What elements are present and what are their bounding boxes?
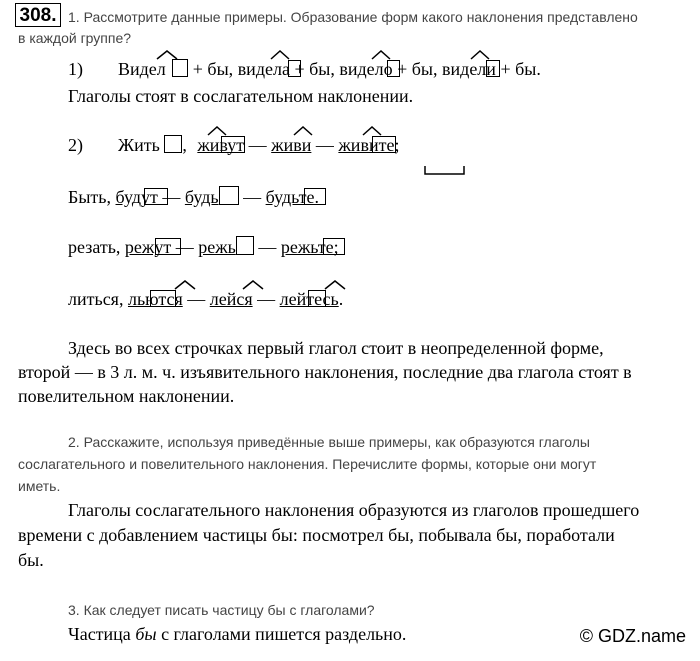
plus-by: + бы, <box>294 59 335 79</box>
word-rezhut: режут <box>125 236 171 258</box>
example-row-3: резать, режут — режь — режьте ; <box>68 236 339 258</box>
task-2-line-3: иметь. <box>18 478 61 494</box>
answer-2-line-2: времени с добавлением частицы бы: посмотрел бы, побывала бы, поработали <box>18 525 615 545</box>
suffix-bracket <box>424 164 466 176</box>
plus-by: + бы, <box>397 59 438 79</box>
task-1-line-2: в каждой группе? <box>18 30 132 46</box>
task-2-line-1: 2. Расскажите, используя приведённые выше примеры, как образуются глаголы <box>68 434 590 450</box>
answer-2-line-1: Глаголы сослагательного наклонения образуются из глаголов прошедшего <box>68 500 640 520</box>
word-lyutsya: льются <box>128 288 183 310</box>
task-1-line-1: 1. Рассмотрите данные примеры. Образование форм какого наклонения представлено <box>68 9 638 25</box>
answer-2-line-3: бы. <box>18 550 44 570</box>
empty-ending-box <box>172 59 188 77</box>
word-bud: будь <box>184 187 219 207</box>
word-zhivite: живите <box>338 134 394 156</box>
group-1-conclusion: Глаголы стоят в сослагательном наклонении. <box>68 86 414 106</box>
empty-ending-box <box>164 135 182 153</box>
group-1-marker: 1) <box>68 59 83 79</box>
word-leytes: лейтесь <box>280 288 339 310</box>
empty-ending-box <box>236 236 254 255</box>
word-rezh: режь <box>198 237 236 257</box>
plus-by: + бы, <box>192 59 234 79</box>
word-zhivi: живи <box>271 134 311 156</box>
particle-by: бы <box>135 624 157 644</box>
example-row-2: Быть, будут — будь — будьте . <box>68 186 319 208</box>
answer-1-line-1: Здесь во всех строчках первый глагол стоит в неопределенной форме, <box>68 338 604 358</box>
plus-by: + бы. <box>500 59 541 79</box>
word-zhivut: живут <box>197 134 244 156</box>
example-group-1 <box>68 58 83 80</box>
word-videli: видели <box>442 58 496 80</box>
example-row-g1 <box>118 58 541 80</box>
task-3-line-1: 3. Как следует писать частицу бы с глаголами? <box>68 602 375 618</box>
word-videla: видела <box>238 58 290 80</box>
word-videlo: видело <box>339 58 392 80</box>
empty-ending-box <box>219 186 239 205</box>
word-zhit: Жить <box>118 135 160 155</box>
answer-1-line-3: повелительном наклонении. <box>18 386 235 406</box>
word-leysya: лейся <box>210 288 253 310</box>
answer-3: Частица бы с глаголами пишется раздельно. <box>68 624 407 644</box>
example-row-4: литься, льются — лейся — лейтесь . <box>68 288 343 310</box>
word-budut: будут <box>116 186 158 208</box>
answer-1-line-2: второй — в 3 л. м. ч. изъявительного наклонения, последние два глагола стоят в <box>18 362 632 382</box>
watermark: © GDZ.name <box>579 626 686 646</box>
word-rezhte: режьте <box>281 236 334 258</box>
task-2-line-2: сослагательного и повелительного наклонения. Перечислите формы, которые они могут <box>18 456 597 472</box>
exercise-number: 308. <box>15 3 61 27</box>
word-budte: будьте <box>266 186 315 208</box>
word-videl: Видел <box>118 58 166 80</box>
group-2-marker: 2) <box>68 135 83 155</box>
example-row-1: Жить , живут — живи — живите ; <box>118 134 399 156</box>
